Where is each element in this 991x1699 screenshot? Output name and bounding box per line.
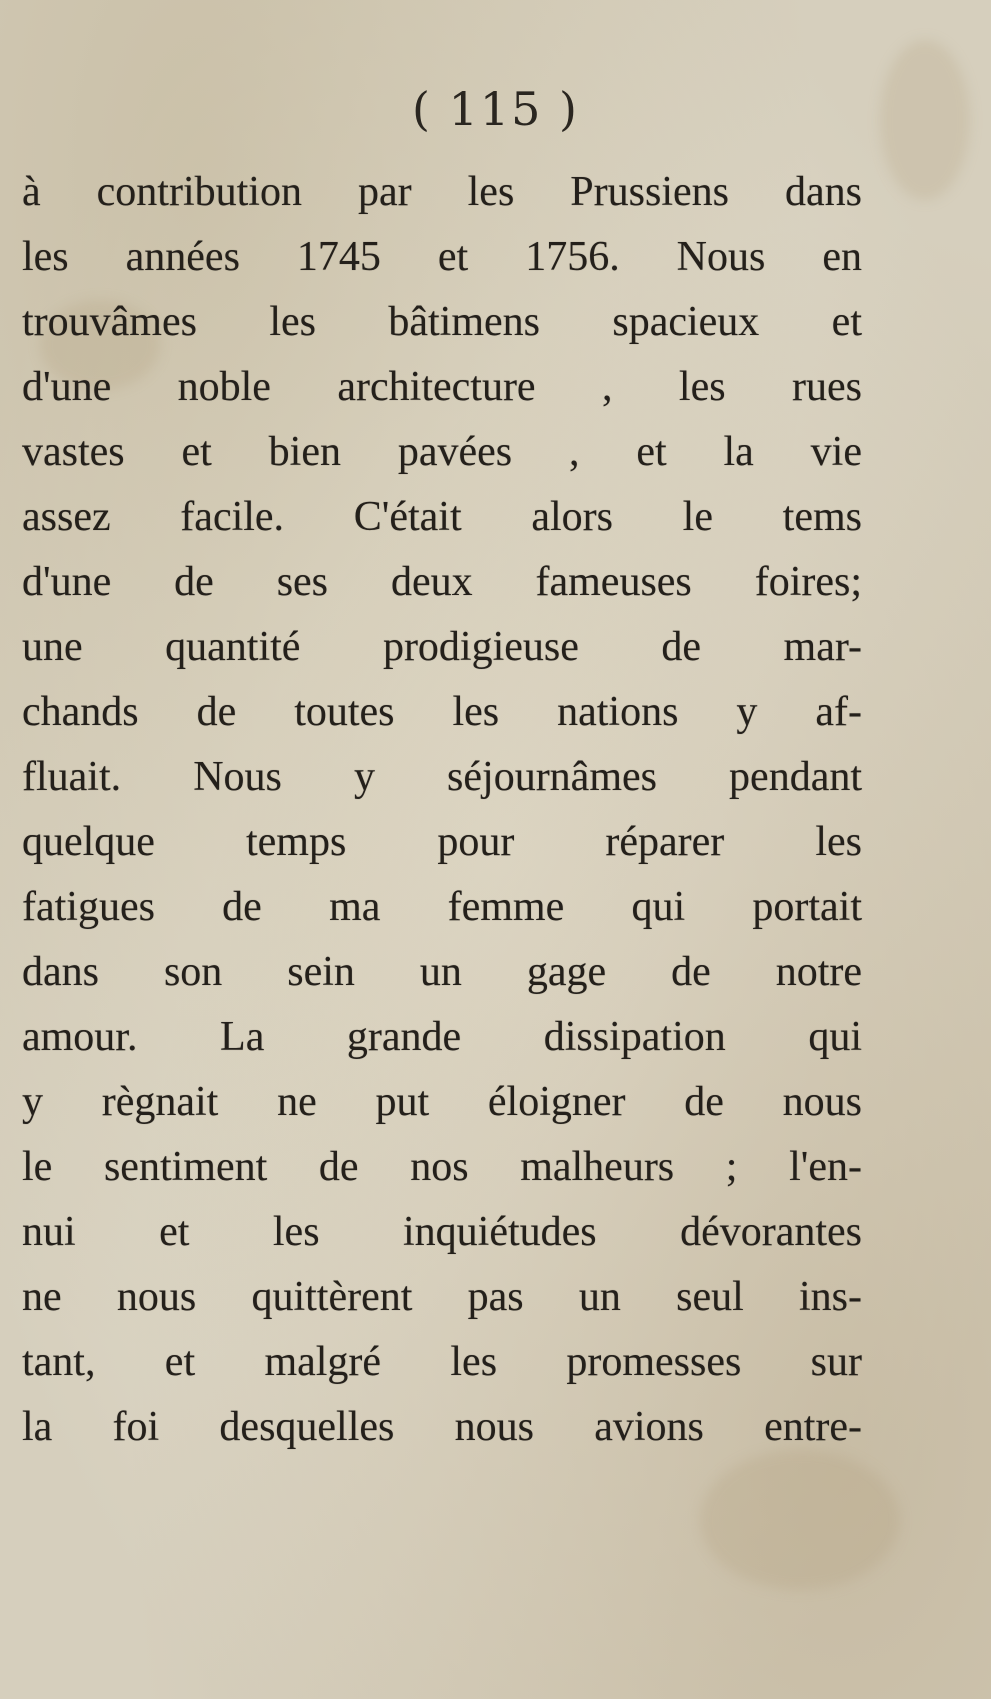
text-line: une quantité prodigieuse de mar- xyxy=(22,624,862,670)
text-line: fluait. Nous y séjournâmes pendant xyxy=(22,754,862,800)
text-line: à contribution par les Prussiens dans xyxy=(22,169,862,215)
text-line: fatigues de ma femme qui portait xyxy=(22,884,862,930)
text-line: quelque temps pour réparer les xyxy=(22,819,862,865)
text-line: nui et les inquiétudes dévorantes xyxy=(22,1209,862,1255)
text-line: le sentiment de nos malheurs ; l'en- xyxy=(22,1144,862,1190)
text-line: amour. La grande dissipation qui xyxy=(22,1014,862,1060)
text-line: dans son sein un gage de notre xyxy=(22,949,862,995)
text-line: ne nous quittèrent pas un seul ins- xyxy=(22,1274,862,1320)
text-line: tant, et malgré les promesses sur xyxy=(22,1339,862,1385)
text-line: d'une de ses deux fameuses foires; xyxy=(22,559,862,605)
page-number-header: ( 115 ) xyxy=(412,82,579,136)
text-line: assez facile. C'était alors le tems xyxy=(22,494,862,540)
text-line: vastes et bien pavées , et la vie xyxy=(22,429,862,475)
text-line: trouvâmes les bâtimens spacieux et xyxy=(22,299,862,345)
paper-stain xyxy=(700,1450,900,1590)
text-line: les années 1745 et 1756. Nous en xyxy=(22,234,862,280)
text-line: y règnait ne put éloigner de nous xyxy=(22,1079,862,1125)
text-line: la foi desquelles nous avions entre- xyxy=(22,1404,862,1450)
text-line: chands de toutes les nations y af- xyxy=(22,689,862,735)
body-text xyxy=(22,160,862,1460)
text-line: d'une noble architecture , les rues xyxy=(22,364,862,410)
